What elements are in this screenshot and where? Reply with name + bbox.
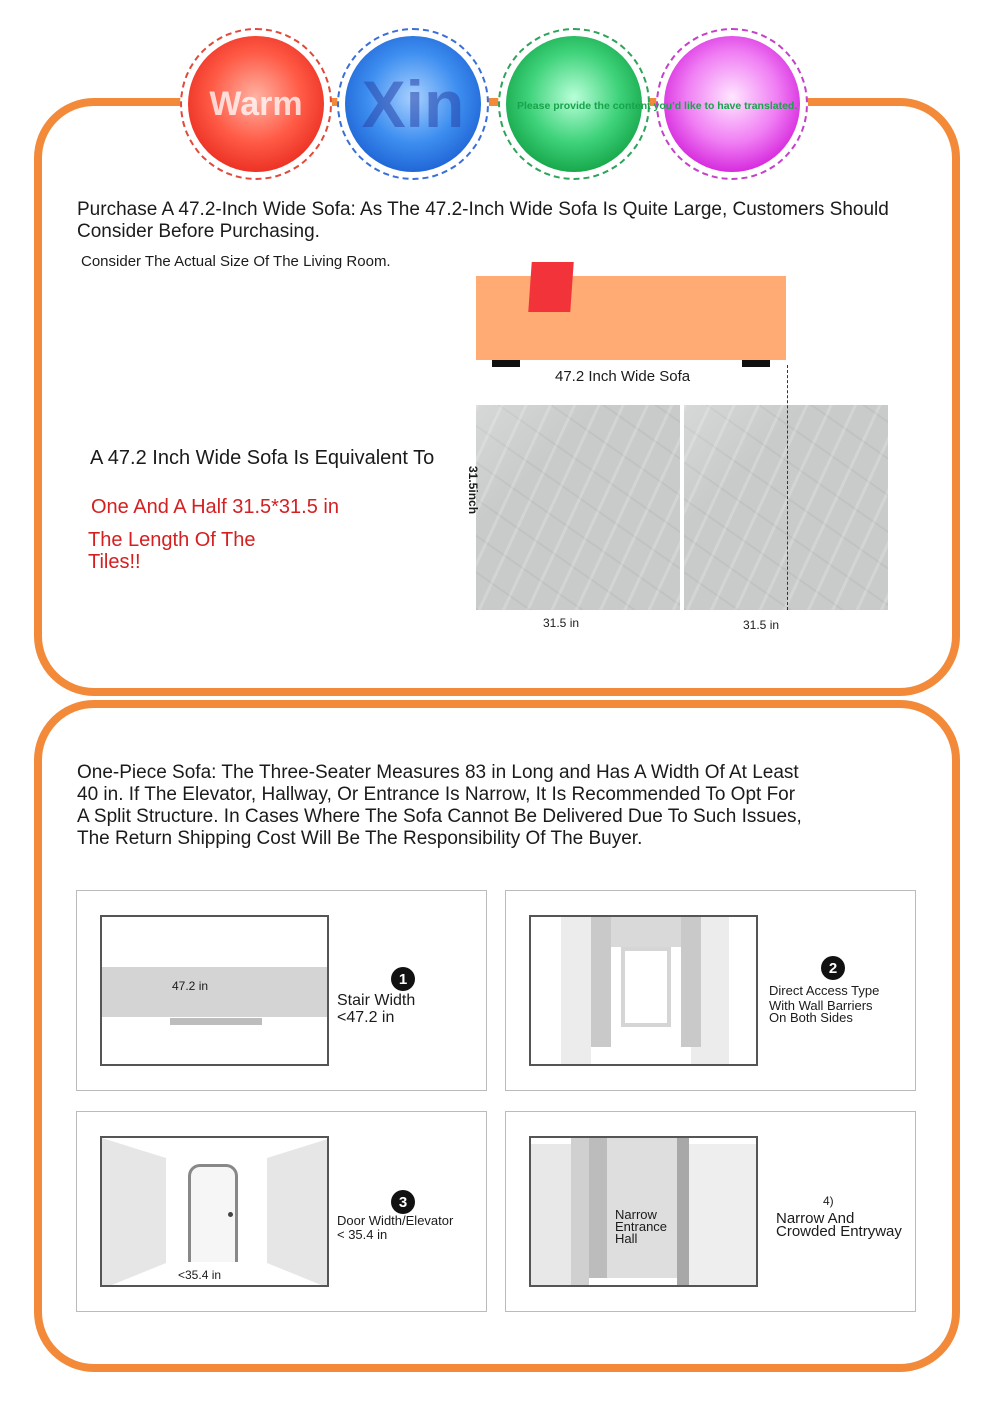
sofa-leg-left: [492, 360, 520, 367]
corridor-door: [621, 947, 671, 1027]
badge-4: 4): [823, 1194, 834, 1208]
section2-heading-line3: A Split Structure. In Cases Where The Sofa Cannot Be Delivered Due To Such Issues,: [77, 806, 802, 827]
tile2-label: 31.5 in: [743, 618, 780, 632]
section2-heading-line4: The Return Shipping Cost Will Be The Responsibility Of The Buyer.: [77, 828, 643, 849]
panel1-line2: <47.2 in: [337, 1009, 395, 1026]
red-line-2: The Length Of The: [88, 529, 256, 551]
sofa-cushion: [528, 262, 573, 312]
corridor-right-inner: [681, 917, 701, 1047]
entrance-left-edge: [571, 1138, 589, 1287]
corridor-scene: [529, 915, 758, 1066]
panel-narrow-entryway: [505, 1111, 916, 1312]
panel2-line1: Direct Access Type: [769, 983, 880, 998]
sofa-label: 47.2 Inch Wide Sofa: [555, 368, 691, 385]
badge-2: 2: [821, 956, 845, 980]
section2-heading-line2: 40 in. If The Elevator, Hallway, Or Entrance Is Narrow, It Is Recommended To Opt For: [77, 784, 796, 805]
panel3-line1: Door Width/Elevator: [337, 1213, 454, 1228]
entrance-right-edge: [677, 1138, 689, 1287]
corridor-ceiling: [611, 917, 681, 947]
section1-heading-line2: Consider Before Purchasing.: [77, 221, 320, 242]
entrance-scene-line3: Hall: [615, 1231, 638, 1246]
tile-left: [476, 405, 680, 610]
badge-1: 1: [391, 967, 415, 991]
panel-stair-width: [76, 890, 487, 1091]
panel2-line3: On Both Sides: [769, 1010, 853, 1025]
entrance-scene-line2: Entrance: [615, 1219, 668, 1234]
equivalent-text: A 47.2 Inch Wide Sofa Is Equivalent To: [90, 447, 435, 469]
panel-direct-access: [505, 890, 916, 1091]
badge-3: 3: [391, 1190, 415, 1214]
section1-subheading: Consider The Actual Size Of The Living Room.: [81, 253, 391, 270]
door-knob: [228, 1212, 233, 1217]
red-line-3: Tiles!!: [88, 551, 141, 573]
stair-scene: [100, 915, 329, 1066]
ball-warm: [180, 28, 332, 180]
corridor-left-wall: [561, 917, 591, 1066]
entrance-right-wall: [689, 1144, 758, 1287]
panel4-line2: Crowded Entryway: [776, 1223, 902, 1240]
panel1-line1: Stair Width: [337, 992, 416, 1009]
stair-scene-label: 47.2 in: [172, 979, 209, 993]
door-right-wall: [267, 1138, 329, 1287]
door-scene: [100, 1136, 329, 1287]
ball-xin: [337, 28, 489, 180]
corridor-left-inner: [591, 917, 611, 1047]
panel3-line2: < 35.4 in: [337, 1227, 388, 1242]
door-left-wall: [102, 1138, 166, 1287]
ball-warm-text: Warm: [209, 84, 303, 123]
entrance-scene: [529, 1136, 758, 1287]
door-scene-label: <35.4 in: [178, 1268, 222, 1282]
red-line-1: One And A Half 31.5*31.5 in: [91, 496, 339, 518]
entrance-left-wall: [531, 1144, 571, 1287]
stair-step: [170, 1018, 262, 1025]
panel2-line2: With Wall Barriers: [769, 998, 873, 1013]
stair-band: [102, 967, 329, 1017]
section2-heading-line1: One-Piece Sofa: The Three-Seater Measures 83 in Long and Has A Width Of At Least: [77, 762, 799, 783]
tile1-label: 31.5 in: [543, 616, 580, 630]
sofa-edge-dashed-line: [787, 365, 788, 610]
sofa-body: [476, 276, 786, 360]
tile-side-label: 31.5inch: [466, 466, 480, 515]
ball-note-text: Please provide the content you'd like to have translated.: [517, 100, 798, 112]
entrance-scene-line1: Narrow: [615, 1207, 657, 1222]
panel-door-width: [76, 1111, 487, 1312]
tile-right: [684, 405, 888, 610]
panel4-line1: Narrow And: [776, 1210, 855, 1227]
section1-heading-line1: Purchase A 47.2-Inch Wide Sofa: As The 47.2-Inch Wide Sofa Is Quite Large, Customers Should: [77, 199, 889, 220]
entrance-left-depth: [589, 1138, 607, 1278]
ball-xin-text: Xin: [361, 67, 465, 141]
sofa-leg-right: [742, 360, 770, 367]
